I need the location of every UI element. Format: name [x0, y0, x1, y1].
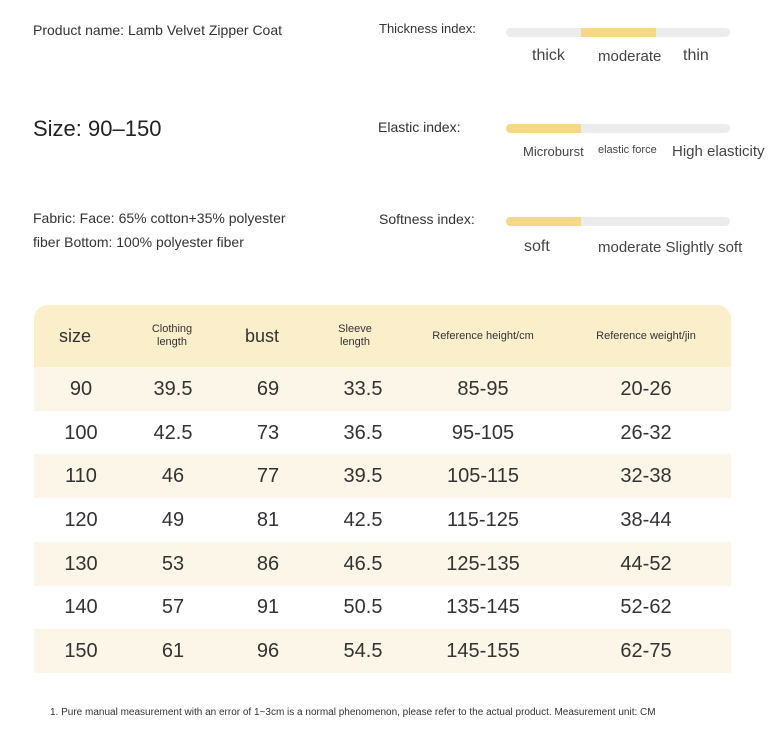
cell-sleeve-length: 42.5 — [343, 508, 383, 531]
cell-size: 130 — [64, 552, 98, 575]
cell-reference-height: 135-145 — [446, 595, 520, 618]
header-bust: bust — [244, 325, 280, 346]
cell-clothing-length: 42.5 — [153, 421, 193, 444]
table-row — [34, 585, 731, 629]
thickness-index-bar — [506, 28, 730, 37]
elastic-index-fill — [506, 124, 581, 133]
cell-sleeve-length: 54.5 — [343, 639, 383, 662]
measurement-footnote: 1. Pure manual measurement with an error of 1~3cm is a normal phenomenon, please refer to the actual product. Measurement unit: CM — [50, 707, 656, 718]
cell-size: 100 — [64, 421, 98, 444]
cell-reference-height: 105-115 — [447, 464, 519, 487]
cell-sleeve-length: 33.5 — [343, 377, 383, 400]
softness-index-bar — [506, 217, 730, 226]
fabric-info — [33, 206, 333, 254]
cell-bust: 96 — [256, 639, 280, 662]
cell-reference-weight: 62-75 — [620, 639, 672, 662]
header-clothing-length: Clothing length — [151, 323, 193, 348]
elastic-scale-high-elasticity: High elasticity — [672, 143, 765, 160]
cell-bust: 81 — [256, 508, 280, 531]
softness-scale-soft: soft — [524, 238, 550, 255]
cell-reference-weight: 26-32 — [620, 421, 672, 444]
cell-sleeve-length: 36.5 — [343, 421, 383, 444]
fabric-line-1: Fabric: Face: 65% cotton+35% polyester — [33, 210, 286, 226]
thickness-scale-moderate: moderate — [598, 48, 662, 65]
cell-reference-weight: 20-26 — [620, 377, 672, 400]
cell-reference-height: 95-105 — [451, 421, 515, 444]
cell-size: 120 — [64, 508, 98, 531]
table-row — [34, 454, 731, 498]
cell-reference-height: 145-155 — [446, 639, 520, 662]
table-header — [34, 305, 731, 367]
fabric-line-2: fiber Bottom: 100% polyester fiber — [33, 234, 244, 250]
cell-clothing-length: 61 — [161, 639, 185, 662]
softness-index-label: Softness index: — [379, 211, 475, 227]
table-row — [34, 629, 731, 673]
thickness-scale-thick: thick — [532, 47, 565, 64]
cell-bust: 77 — [256, 464, 280, 487]
cell-reference-height: 85-95 — [457, 377, 509, 400]
cell-reference-weight: 38-44 — [620, 508, 672, 531]
elastic-scale-microburst: Microburst — [523, 144, 584, 159]
table-row — [34, 542, 731, 586]
cell-clothing-length: 39.5 — [153, 377, 193, 400]
table-row — [34, 498, 731, 542]
thickness-index-fill — [581, 28, 656, 37]
cell-bust: 91 — [256, 595, 280, 618]
header-sleeve-length: Sleeve length — [338, 323, 372, 348]
thickness-scale-thin: thin — [683, 47, 709, 64]
cell-bust: 73 — [256, 421, 280, 444]
softness-scale-moderate-slightly-soft — [598, 239, 742, 256]
elastic-index-label: Elastic index: — [378, 119, 461, 135]
softness-scale-slightly-soft: Slightly soft — [665, 239, 743, 256]
cell-sleeve-length: 50.5 — [343, 595, 383, 618]
cell-bust: 69 — [256, 377, 280, 400]
cell-clothing-length: 53 — [161, 552, 185, 575]
cell-clothing-length: 49 — [161, 508, 185, 531]
cell-bust: 86 — [256, 552, 280, 575]
cell-sleeve-length: 46.5 — [343, 552, 383, 575]
table-row — [34, 367, 731, 411]
table-row — [34, 411, 731, 455]
thickness-index-label: Thickness index: — [379, 21, 476, 36]
cell-reference-height: 125-135 — [446, 552, 520, 575]
header-reference-height: Reference height/cm — [432, 329, 534, 342]
softness-index-fill — [506, 217, 581, 226]
cell-reference-weight: 44-52 — [620, 552, 672, 575]
cell-clothing-length: 57 — [161, 595, 185, 618]
cell-reference-height: 115-125 — [447, 508, 519, 531]
size-table — [34, 305, 731, 675]
size-range: Size: 90–150 — [33, 116, 162, 141]
elastic-index-bar — [506, 124, 730, 133]
cell-clothing-length: 46 — [161, 464, 185, 487]
cell-size: 140 — [64, 595, 98, 618]
cell-size: 110 — [65, 464, 97, 487]
header-size: size — [58, 325, 91, 346]
softness-scale-moderate: moderate — [598, 239, 662, 256]
product-name: Product name: Lamb Velvet Zipper Coat — [33, 22, 283, 38]
cell-sleeve-length: 39.5 — [343, 464, 383, 487]
cell-size: 90 — [69, 377, 93, 400]
cell-size: 150 — [64, 639, 98, 662]
cell-reference-weight: 52-62 — [620, 595, 672, 618]
header-reference-weight: Reference weight/jin — [596, 329, 696, 342]
cell-reference-weight: 32-38 — [620, 464, 672, 487]
elastic-scale-elastic-force: elastic force — [598, 144, 657, 156]
